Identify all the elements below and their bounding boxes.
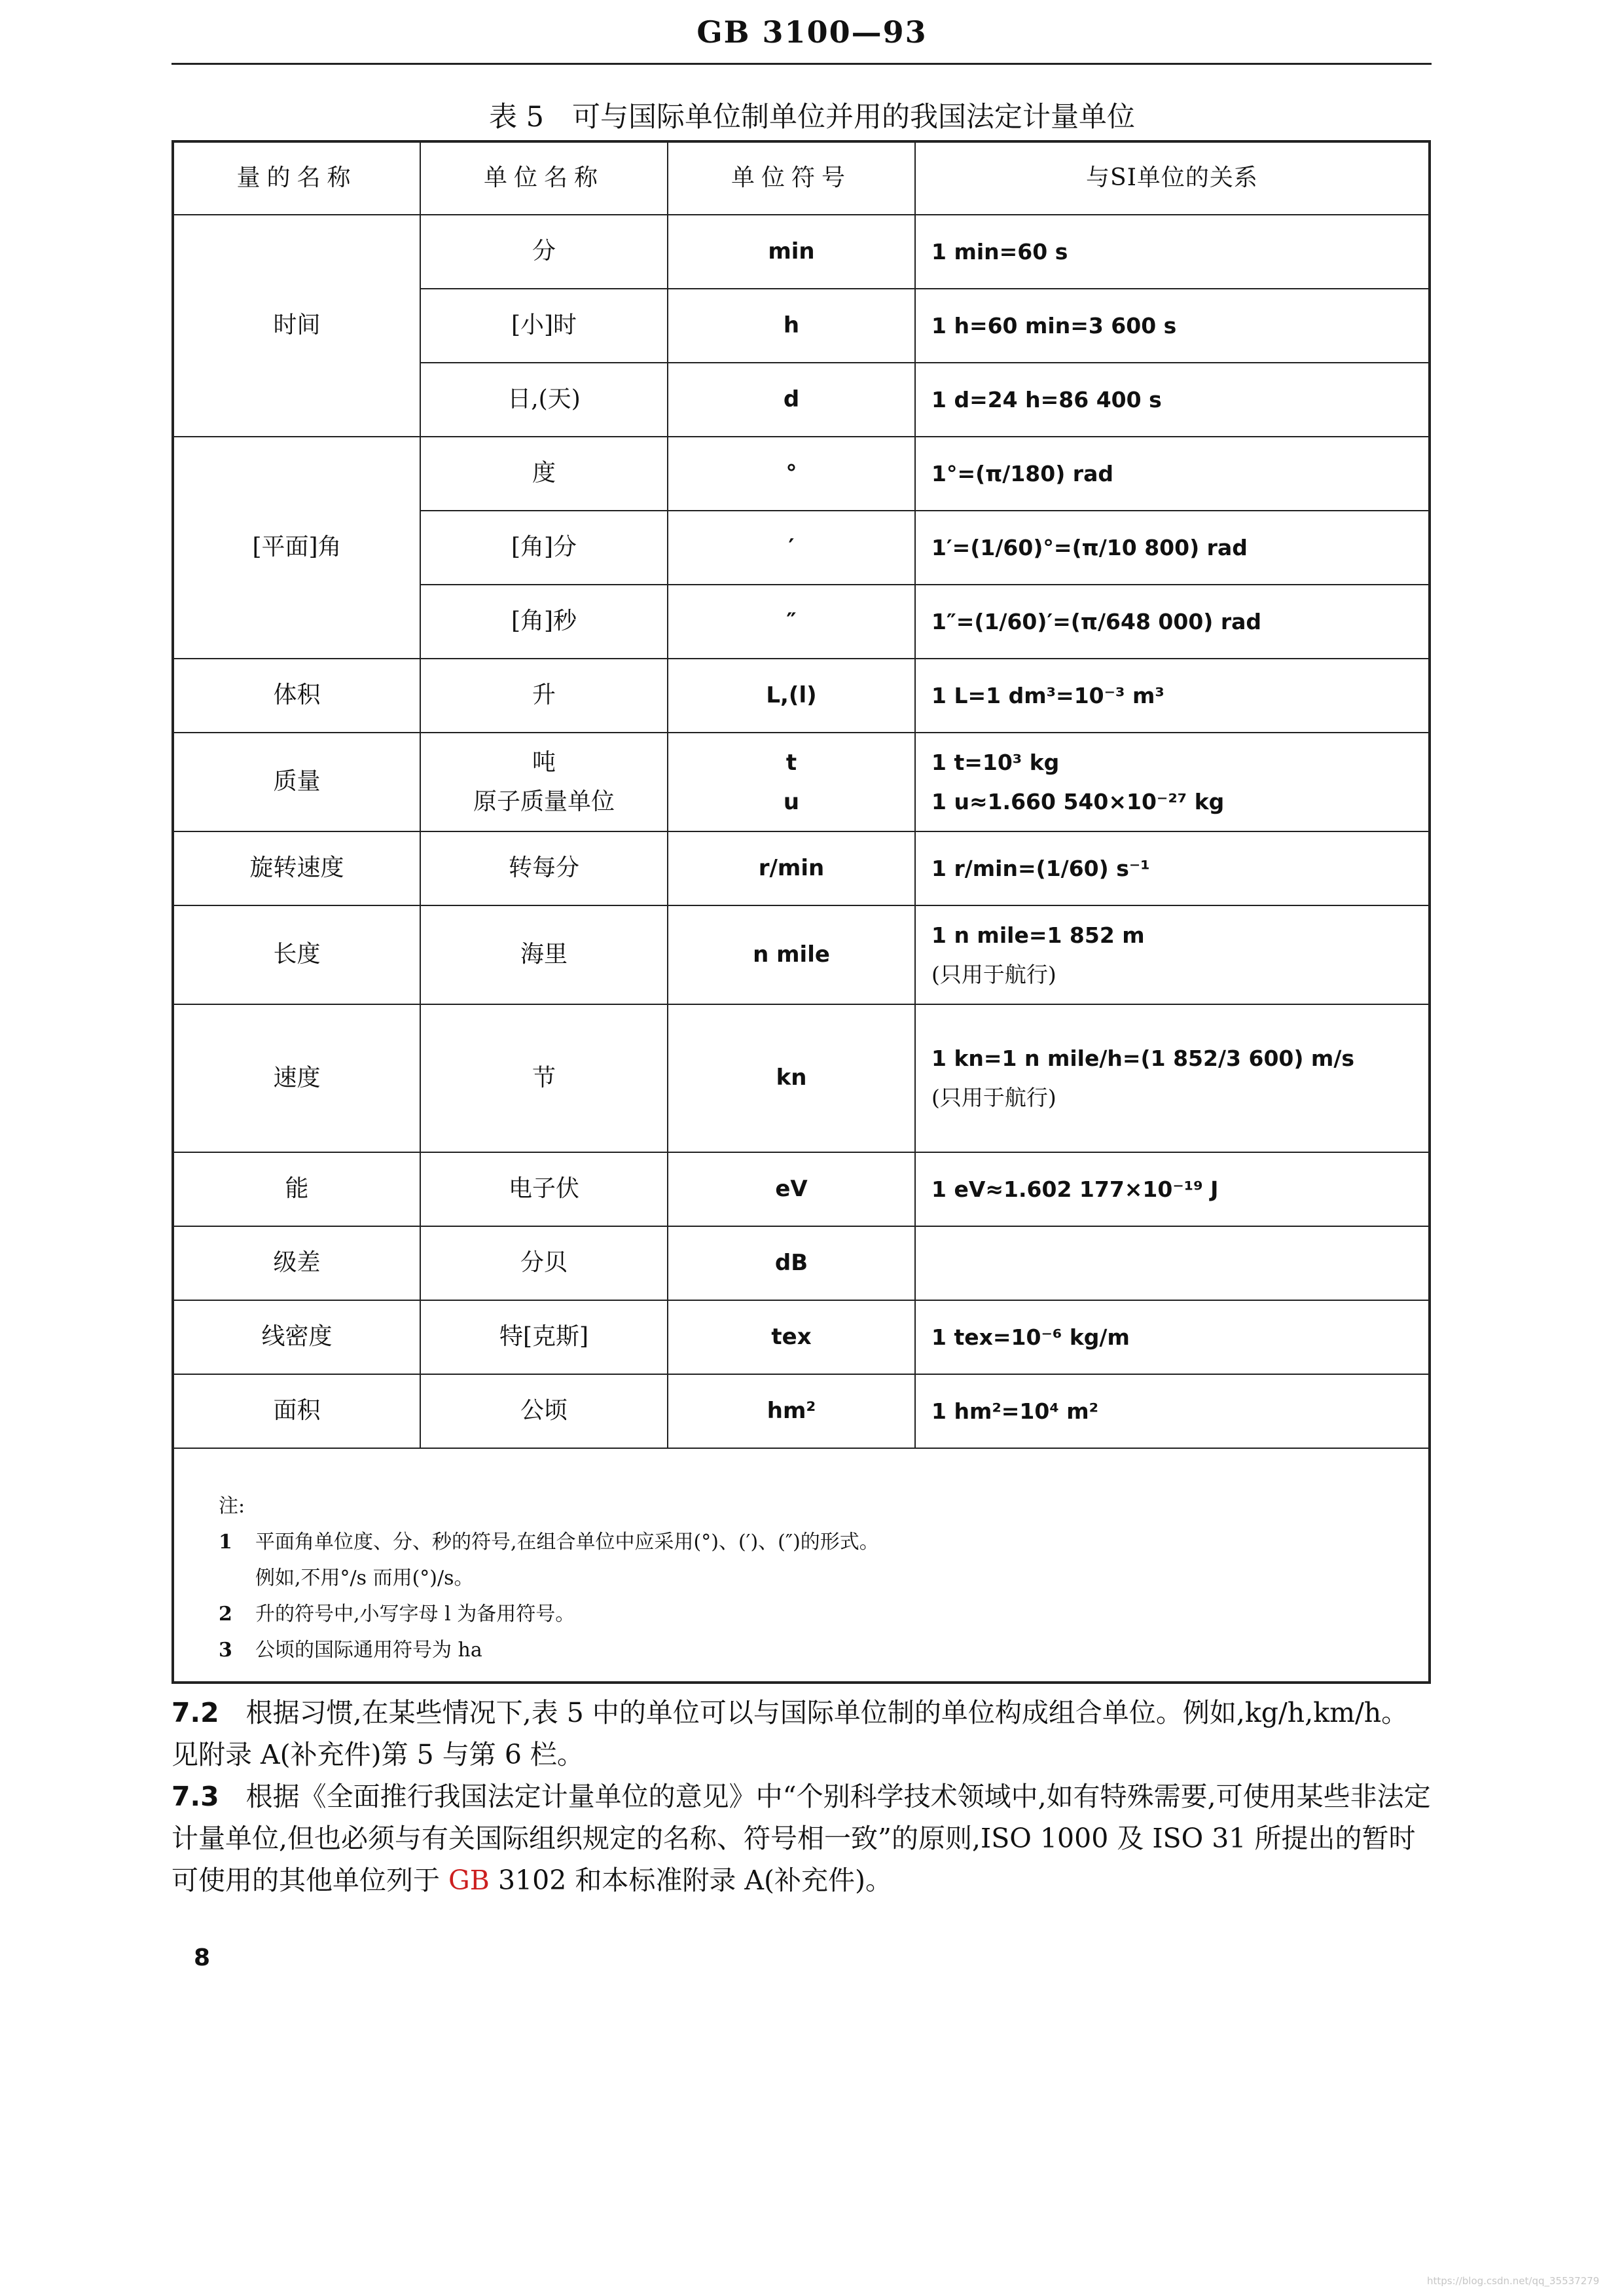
table-caption: 表 5 可与国际单位制单位并用的我国法定计量单位 (488, 101, 1136, 134)
clause-number: 7.2 (171, 1697, 219, 1728)
unit-symbol-cell: r/min (668, 831, 915, 905)
si-relation-cell: 1 min=60 s (915, 215, 1430, 289)
page-number: 8 (194, 1944, 211, 1971)
note-item (219, 1524, 1428, 1560)
table-row (173, 659, 1430, 733)
clause-text: 根据习惯,在某些情况下,表 5 中的单位可以与国际单位制的单位构成组合单位。例如,kg/h,km/h。见附录 A(补充件)第 5 与第 6 栏。 (171, 1697, 1409, 1770)
unit-name-cell: 升 (420, 659, 668, 733)
si-relation-cell: 1 h=60 min=3 600 s (915, 289, 1430, 363)
si-relation-line: 1 t=10³ kg (931, 749, 1060, 775)
si-relation-cell: 1′=(1/60)°=(π/10 800) rad (915, 511, 1430, 585)
si-relation-line: 1 kn=1 n mile/h=(1 852/3 600) m/s (931, 1046, 1355, 1071)
clause-number: 7.3 (171, 1781, 219, 1812)
notes-label: 注: (219, 1495, 245, 1518)
si-relation-cell: 1 hm²=10⁴ m² (915, 1374, 1430, 1448)
notes-row (173, 1448, 1430, 1683)
quantity-cell: 旋转速度 (173, 831, 420, 905)
unit-symbol-cell: h (668, 289, 915, 363)
unit-symbol-cell: min (668, 215, 915, 289)
unit-symbol-line: t (785, 749, 797, 776)
unit-name-cell: [角]秒 (420, 585, 668, 659)
note-text: 平面角单位度、分、秒的符号,在组合单位中应采用(°)、(′)、(″)的形式。 (255, 1531, 879, 1554)
table-row (173, 831, 1430, 905)
clause-7-2 (171, 1692, 1432, 1776)
si-relation-cell: 1 r/min=(1/60) s⁻¹ (915, 831, 1430, 905)
col-header-quantity: 量的名称 (173, 141, 420, 215)
unit-name-cell: 日,(天) (420, 363, 668, 437)
unit-symbol-cell (668, 733, 915, 831)
unit-symbol-cell: eV (668, 1152, 915, 1226)
unit-symbol-cell: dB (668, 1226, 915, 1300)
si-relation-cell: 1°=(π/180) rad (915, 437, 1430, 511)
col-header-unit-name: 单位名称 (420, 141, 668, 215)
unit-name-cell: 转每分 (420, 831, 668, 905)
clause-text: 3102 和本标准附录 A(补充件)。 (489, 1865, 892, 1896)
gb-link[interactable]: GB (448, 1865, 490, 1896)
quantity-cell: 速度 (173, 1004, 420, 1152)
quantity-cell: 时间 (173, 215, 420, 437)
table-row (173, 733, 1430, 831)
si-relation-cell (915, 1226, 1430, 1300)
si-relation-cell: 1″=(1/60)′=(π/648 000) rad (915, 585, 1430, 659)
table-row (173, 1004, 1430, 1152)
si-relation-cell (915, 733, 1430, 831)
watermark: https://blog.csdn.net/qq_35537279 (1427, 2275, 1600, 2287)
quantity-cell: [平面]角 (173, 437, 420, 659)
si-relation-cell: 1 L=1 dm³=10⁻³ m³ (915, 659, 1430, 733)
table-notes (173, 1448, 1430, 1683)
note-text: 例如,不用°/s 而用(°)/s。 (255, 1567, 474, 1590)
note-number: 2 (219, 1603, 232, 1626)
quantity-cell: 质量 (173, 733, 420, 831)
units-table (171, 140, 1431, 1684)
note-item (219, 1632, 1428, 1668)
table-row (173, 1152, 1430, 1226)
note-number: 3 (219, 1639, 232, 1662)
si-relation-line: 1 u≈1.660 540×10⁻²⁷ kg (931, 788, 1225, 814)
clause-text: 根据《全面推行我国法定计量单位的意见》中“个别科学技术领域中,如有特殊需要,可使用某些非法定计量单位,但也必须与有关国际组织规定的名称、符号相一致”的原则,ISO 1000 及 ISO 31 所提出的暂时可使用的其他单位列于 (171, 1781, 1431, 1896)
table-row (173, 215, 1430, 289)
header-rule (171, 63, 1432, 65)
table-row (173, 1226, 1430, 1300)
si-relation-cell (915, 905, 1430, 1004)
table-row (173, 437, 1430, 511)
col-header-unit-symbol: 单位符号 (668, 141, 915, 215)
quantity-cell: 线密度 (173, 1300, 420, 1374)
unit-symbol-cell: n mile (668, 905, 915, 1004)
table-row (173, 905, 1430, 1004)
unit-name-line: 原子质量单位 (473, 788, 615, 815)
unit-name-cell: 分 (420, 215, 668, 289)
unit-name-cell: 节 (420, 1004, 668, 1152)
table-row (173, 1374, 1430, 1448)
table-row (173, 1300, 1430, 1374)
standard-header: GB 3100—93 (696, 14, 928, 50)
si-relation-cell: 1 eV≈1.602 177×10⁻¹⁹ J (915, 1152, 1430, 1226)
note-text: 公顷的国际通用符号为 ha (255, 1639, 482, 1662)
quantity-cell: 长度 (173, 905, 420, 1004)
unit-name-cell: [小]时 (420, 289, 668, 363)
col-header-si-relation: 与SI单位的关系 (915, 141, 1430, 215)
unit-name-cell: 电子伏 (420, 1152, 668, 1226)
si-relation-line: 1 n mile=1 852 m (931, 922, 1145, 948)
note-item-continuation (219, 1560, 1428, 1596)
unit-name-cell: 分贝 (420, 1226, 668, 1300)
si-relation-cell: 1 tex=10⁻⁶ kg/m (915, 1300, 1430, 1374)
unit-symbol-cell: d (668, 363, 915, 437)
quantity-cell: 体积 (173, 659, 420, 733)
note-number: 1 (219, 1531, 232, 1554)
si-relation-line: (只用于航行) (931, 1085, 1056, 1110)
unit-symbol-cell: tex (668, 1300, 915, 1374)
unit-name-cell: 公顷 (420, 1374, 668, 1448)
quantity-cell: 级差 (173, 1226, 420, 1300)
unit-symbol-line: u (783, 788, 800, 815)
unit-symbol-cell: kn (668, 1004, 915, 1152)
unit-name-cell (420, 733, 668, 831)
clause-7-3 (171, 1776, 1432, 1901)
note-item (219, 1596, 1428, 1632)
unit-symbol-cell: L,(l) (668, 659, 915, 733)
quantity-cell: 面积 (173, 1374, 420, 1448)
unit-name-cell: 特[克斯] (420, 1300, 668, 1374)
si-relation-cell: 1 d=24 h=86 400 s (915, 363, 1430, 437)
unit-name-cell: 度 (420, 437, 668, 511)
quantity-cell: 能 (173, 1152, 420, 1226)
table-header-row (173, 141, 1430, 215)
unit-name-cell: [角]分 (420, 511, 668, 585)
si-relation-cell (915, 1004, 1430, 1152)
unit-symbol-cell: ° (668, 437, 915, 511)
unit-name-cell: 海里 (420, 905, 668, 1004)
si-relation-line: (只用于航行) (931, 961, 1056, 987)
unit-symbol-cell: ′ (668, 511, 915, 585)
note-text: 升的符号中,小写字母 l 为备用符号。 (255, 1603, 575, 1626)
unit-symbol-cell: hm² (668, 1374, 915, 1448)
unit-name-line: 吨 (532, 748, 556, 776)
unit-symbol-cell: ″ (668, 585, 915, 659)
